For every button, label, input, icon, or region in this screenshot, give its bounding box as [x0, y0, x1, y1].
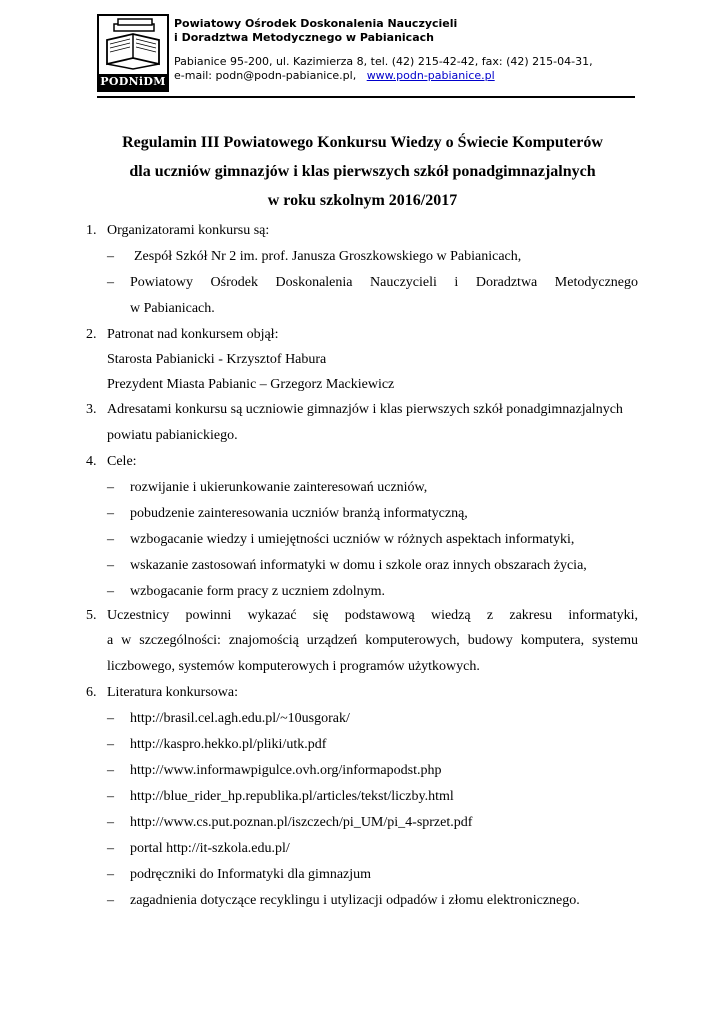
dash-bullet: – [107, 249, 114, 264]
dash-bullet: – [107, 711, 114, 726]
list-item: podręczniki do Informatyki dla gimnazjum [130, 867, 372, 882]
dash-bullet: – [107, 893, 114, 908]
dash-bullet: – [107, 815, 114, 830]
dash-bullet: – [107, 867, 114, 882]
literature-link[interactable]: portal http://it-szkola.edu.pl/ [130, 841, 290, 856]
list-item: rozwijanie i ukierunkowanie zainteresowań uczniów, [130, 480, 428, 495]
section-number: 6. [86, 685, 97, 700]
address-line: Pabianice 95-200, ul. Kazimierza 8, tel. (42) 215-42-42, fax: (42) 215-04-31, [174, 55, 593, 68]
section-heading-organizers: Organizatorami konkursu są: [107, 223, 270, 238]
literature-link[interactable]: http://brasil.cel.agh.edu.pl/~10usgorak/ [130, 711, 350, 726]
list-item: wskazanie zastosowań informatyki w domu i szkole oraz innych obszarach życia, [130, 558, 587, 573]
org-name-line1: Powiatowy Ośrodek Doskonalenia Nauczycieli [174, 17, 458, 30]
list-item: wzbogacanie form pracy z uczniem zdolnym. [130, 584, 386, 599]
list-item: wzbogacanie wiedzy i umiejętności uczniów w różnych aspektach informatyki, [130, 532, 575, 547]
literature-link[interactable]: http://kaspro.hekko.pl/pliki/utk.pdf [130, 737, 327, 752]
list-item: Zespół Szkół Nr 2 im. prof. Janusza Groszkowskiego w Pabianicach, [134, 249, 522, 264]
dash-bullet: – [107, 584, 114, 599]
section-number: 1. [86, 223, 97, 238]
dash-bullet: – [107, 275, 114, 290]
patron-line: Prezydent Miasta Pabianic – Grzegorz Mackiewicz [107, 377, 395, 392]
dash-bullet: – [107, 532, 114, 547]
dash-bullet: – [107, 737, 114, 752]
section-text-addressees-cont: powiatu pabianickiego. [107, 428, 238, 443]
letterhead-text [174, 17, 593, 83]
list-item: pobudzenie zainteresowania uczniów branżą informatyczną, [130, 506, 468, 521]
literature-link[interactable]: http://blue_rider_hp.republika.pl/articles/tekst/liczby.html [130, 789, 454, 804]
section-number: 2. [86, 327, 97, 342]
letterhead [97, 14, 635, 98]
contact-line [174, 69, 593, 83]
section-number: 3. [86, 402, 97, 417]
patron-line: Starosta Pabianicki - Krzysztof Habura [107, 352, 327, 367]
book-stack-icon [99, 16, 167, 74]
list-item-continuation: w Pabianicach. [130, 301, 215, 316]
doc-title-line3: w roku szkolnym 2016/2017 [267, 192, 458, 209]
dash-bullet: – [107, 841, 114, 856]
section-heading-goals: Cele: [107, 454, 137, 469]
email-text: e-mail: podn@podn-pabianice.pl, [174, 69, 357, 82]
list-item: zagadnienia dotyczące recyklingu i utylizacji odpadów i złomu elektronicznego. [130, 893, 580, 908]
section-number: 5. [86, 608, 97, 623]
dash-bullet: – [107, 763, 114, 778]
doc-title-line1: Regulamin III Powiatowego Konkursu Wiedzy o Świecie Komputerów [122, 134, 603, 151]
logo-text: PODNiDM [100, 75, 166, 88]
dash-bullet: – [107, 506, 114, 521]
section-heading-patronage: Patronat nad konkursem objął: [107, 327, 279, 342]
podn-logo [97, 14, 169, 92]
dash-bullet: – [107, 789, 114, 804]
literature-link[interactable]: http://www.informawpigulce.ovh.org/informapodst.php [130, 763, 442, 778]
website-link[interactable]: www.podn-pabianice.pl [366, 69, 495, 82]
org-name-line2: i Doradztwa Metodycznego w Pabianicach [174, 31, 434, 44]
doc-title-line2: dla uczniów gimnazjów i klas pierwszych szkół ponadgimnazjalnych [129, 163, 596, 180]
section-number: 4. [86, 454, 97, 469]
dash-bullet: – [107, 480, 114, 495]
list-item: Powiatowy Ośrodek Doskonalenia Nauczycieli i Doradztwa Metodycznego [130, 275, 638, 290]
section-text-participants-end: liczbowego, systemów komputerowych i programów użytkowych. [107, 659, 480, 674]
dash-bullet: – [107, 558, 114, 573]
section-heading-literature: Literatura konkursowa: [107, 685, 239, 700]
section-text-participants: Uczestnicy powinni wykazać się podstawową wiedzą z zakresu informatyki, [107, 608, 638, 623]
section-text-addressees: Adresatami konkursu są uczniowie gimnazjów i klas pierwszych szkół ponadgimnazjalnych [107, 402, 623, 417]
literature-link[interactable]: http://www.cs.put.poznan.pl/iszczech/pi_UM/pi_4-sprzet.pdf [130, 815, 473, 830]
section-text-participants-cont: a w szczególności: znajomością urządzeń komputerowych, budowy komputera, systemu [107, 633, 638, 648]
